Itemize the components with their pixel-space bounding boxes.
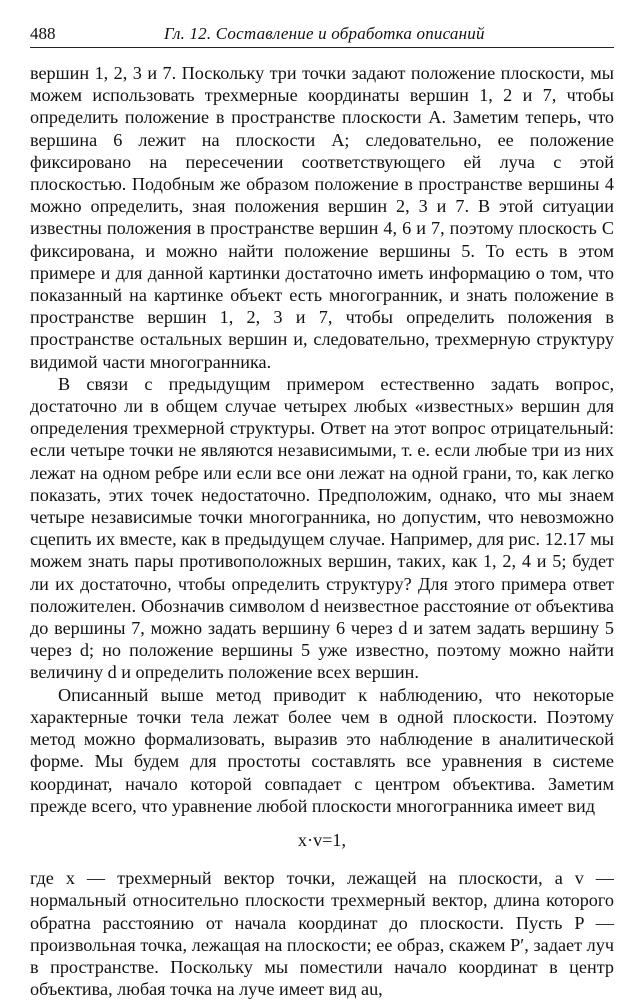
paragraph-continuation: вершин 1, 2, 3 и 7. Поскольку три точки задают положение плоскости, мы можем использовать трехмерные координаты вершин 1, 2 и 7, чтобы определить положение в пространстве плоскости A. Заметим теперь, что вершина 6 лежит на плоскости A; следовательно, ее положение фиксировано на пересечении соответствующего ей луча с этой плоскостью. Подобным же образом положение в пространстве вершины 4 можно определить, зная положения вершин 2, 3 и 7. В этой ситуации известны положения в пространстве вершин 4, 6 и 7, поэтому плоскость C фиксирована, и можно найти положение вершины 5. То есть в этом примере и для данной картинки достаточно иметь информацию о том, что показанный на картинке объект есть многогранник, и знать положение в пространстве вершин 1, 2, 3 и 7, чтобы определить положения в пространстве остальных вершин и, следовательно, трехмерную структуру видимой части многогранника. [30, 63, 614, 372]
page-number: 488 [30, 24, 56, 43]
page-header [30, 18, 614, 44]
plane-equation-text: x·v=1, [297, 829, 347, 850]
paragraph-vectors: где x — трехмерный вектор точки, лежащей на плоскости, а v — нормальный относительно плоскости трехмерный вектор, длина которого обратна расстоянию от начала координат до плоскости. Пусть P — произвольная точка, лежащая на плоскости; ее образ, скажем P′, задает луч в пространстве. Поскольку мы поместили начало координат в центр объектива, любая точка на луче имеет вид au, [30, 868, 614, 1000]
header-rule [30, 47, 614, 48]
paragraph-question: В связи с предыдущим примером естественно задать вопрос, достаточно ли в общем случае четырех любых «известных» вершин для определения трехмерной структуры. Ответ на этот вопрос отрицательный: если четыре точки не являются независимыми, т. е. если любые три из них лежат на одном ребре или если все они лежат на одной грани, то, как легко показать, этих точек недостаточно. Предположим, однако, что мы знаем четыре независимые точки многогранника, но допустим, что невозможно сцепить их вместе, как в предыдущем случае. Например, для рис. 12.17 мы можем знать пары противоположных вершин, таких, как 1, 2, 4 и 5; будет ли их достаточно, чтобы определить структуру? Для этого примера ответ положителен. Обозначив символом d неизвестное расстояние от объектива до вершины 7, можно задать вершину 6 через d и затем задать вершину 5 через d; но положение вершины 5 уже известно, поэтому можно найти величину d и определить положение всех вершин. [30, 373, 614, 683]
plane-equation [30, 829, 614, 851]
body-text [30, 62, 614, 1000]
running-title: Гл. 12. Составление и обработка описаний [164, 24, 485, 43]
paragraph-method: Описанный выше метод приводит к наблюдению, что некоторые характерные точки тела лежат более чем в одной плоскости. Поэтому метод можно формализовать, выразив это наблюдение в аналитической форме. Мы будем для простоты составлять все уравнения в системе координат, начало которой совпадает с центром объектива. Заметим прежде всего, что уравнение любой плоскости многогранника имеет вид [30, 684, 614, 816]
